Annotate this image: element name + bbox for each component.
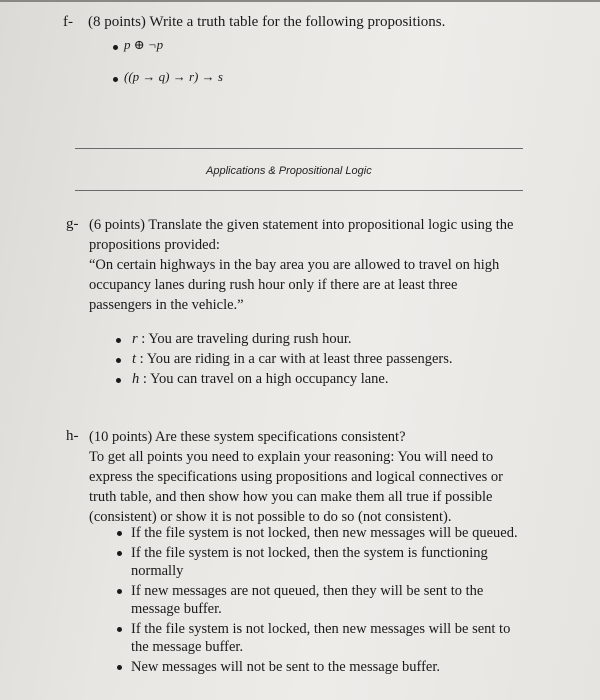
spec-4-line-2: the message buffer. xyxy=(131,639,244,655)
bullet-icon xyxy=(116,378,121,383)
bullet-icon xyxy=(117,531,122,536)
bullet-icon xyxy=(117,589,122,594)
section-g-line-3: “On certain highways in the bay area you are allowed to travel on high xyxy=(89,257,500,273)
proposition-t xyxy=(132,350,453,368)
section-g-line-5: passengers in the vehicle.” xyxy=(89,297,244,313)
spec-2-line-2: normally xyxy=(131,563,184,579)
section-h-line-2: To get all points you need to explain your reasoning: You will need to xyxy=(89,449,494,465)
section-h-line-4: truth table, and then show how you can make them all true if possible xyxy=(89,489,493,505)
spec-5-line-1: New messages will not be sent to the message buffer. xyxy=(131,659,440,675)
section-h-line-5: (consistent) or show it is not possible to do so (not consistent). xyxy=(89,509,452,525)
bullet-icon xyxy=(116,338,121,343)
spec-4-line-1: If the file system is not locked, then new messages will be sent to xyxy=(131,621,511,637)
section-banner: Applications & Propositional Logic xyxy=(206,165,372,177)
section-h-line-3: express the specifications using propositions and logical connectives or xyxy=(89,469,503,485)
bullet-icon xyxy=(116,358,121,363)
section-g-line-1: (6 points) Translate the given statement into propositional logic using the xyxy=(89,217,514,233)
section-f-item-1: p ⊕ ¬p xyxy=(124,37,164,52)
section-g-label: g- xyxy=(66,216,79,232)
spec-3-line-1: If new messages are not queued, then they will be sent to the xyxy=(131,583,484,599)
section-g-line-4: occupancy lanes during rush hour only if there are at least three xyxy=(89,277,458,293)
section-g-line-2: propositions provided: xyxy=(89,237,220,253)
spec-1-line-1: If the file system is not locked, then new messages will be queued. xyxy=(131,525,518,541)
bullet-icon xyxy=(117,551,122,556)
section-f-heading: (8 points) Write a truth table for the following propositions. xyxy=(88,14,446,30)
proposition-text: : You can travel on a high occupancy lane. xyxy=(142,371,389,387)
bullet-icon xyxy=(113,45,118,50)
proposition-var: t xyxy=(132,351,137,367)
proposition-h xyxy=(132,370,389,388)
section-f-item-2: ((p → q) → r) → s xyxy=(124,69,223,84)
bullet-icon xyxy=(117,665,122,670)
proposition-r xyxy=(132,330,352,348)
proposition-text: : You are riding in a car with at least three passengers. xyxy=(139,351,453,367)
divider-bottom xyxy=(75,190,523,191)
bullet-icon xyxy=(113,77,118,82)
bullet-icon xyxy=(117,627,122,632)
spec-2-line-1: If the file system is not locked, then the system is functioning xyxy=(131,545,488,561)
proposition-var: h xyxy=(132,371,140,387)
section-f-label: f- xyxy=(63,14,73,30)
proposition-text: : You are traveling during rush hour. xyxy=(141,331,352,347)
page-top-edge xyxy=(0,0,600,2)
section-h-line-1: (10 points) Are these system specifications consistent? xyxy=(89,429,406,445)
spec-3-line-2: message buffer. xyxy=(131,601,222,617)
section-h-label: h- xyxy=(66,428,79,444)
divider-top xyxy=(75,148,523,149)
proposition-var: r xyxy=(132,331,138,347)
